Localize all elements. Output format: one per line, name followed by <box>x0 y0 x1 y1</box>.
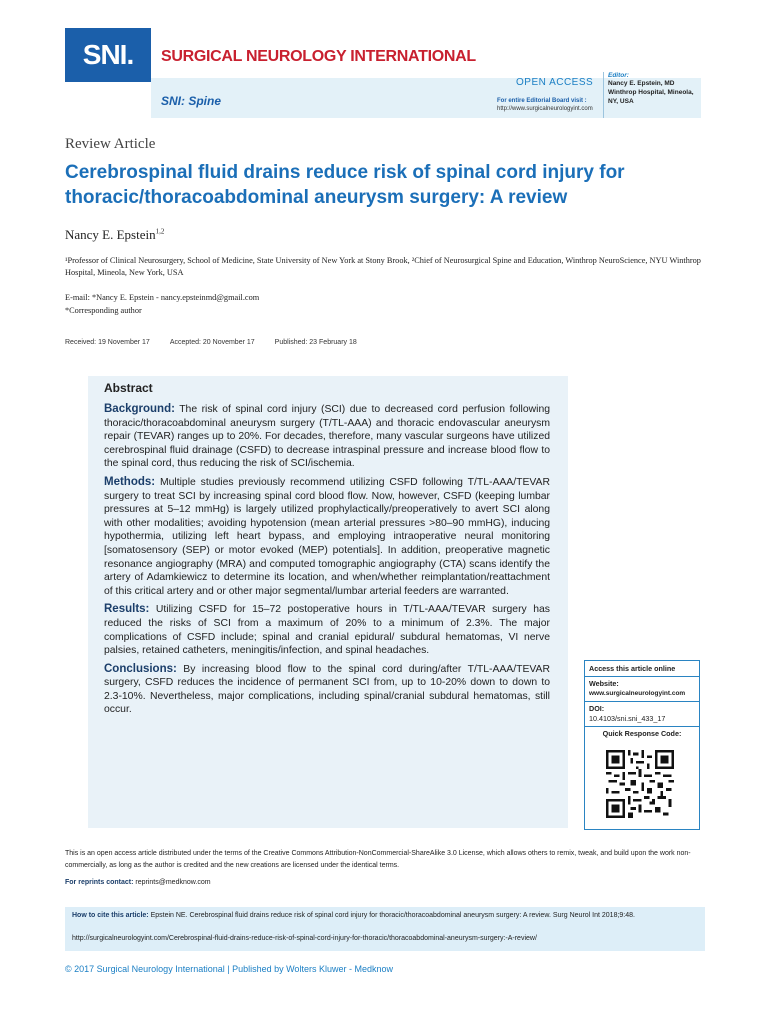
reprints-contact <box>65 879 211 886</box>
citation-link[interactable]: http://surgicalneurologyint.com/Cerebrospinal-fluid-drains-reduce-risk-of-spinal-cord-injury-for-thoracic/thoracoabdominal-aneurysm-surgery:-A-review/ <box>72 935 537 942</box>
open-access-label: OPEN ACCESS <box>516 77 594 88</box>
received-date: Received: 19 November 17 <box>65 339 150 346</box>
access-panel-title: Access this article online <box>585 661 699 677</box>
published-date: Published: 23 February 18 <box>274 339 357 346</box>
editorial-board-link[interactable]: http://www.surgicalneurologyint.com <box>497 106 593 112</box>
abstract-results: Results: Utilizing CSFD for 15–72 postoperative hours in T/TL-AAA/TEVAR surgery has reduced the risks of SCI from a maximum of 20% to a minimum of 2.3%. The major complications of CSFD include; spinal and cranial epidural/ subdural hematomas, VI nerve palsies, retained catheters, meningitis/infection, and spinal headaches. <box>104 603 550 657</box>
corresponding-note: *Corresponding author <box>65 306 142 315</box>
abstract-methods: Methods: Multiple studies previously recommend utilizing CSFD following T/TL-AAA/TEVAR surgery to treat SCI by increasing spinal cord blood flow. Now, however, CSFD (keeping lumbar pressures at 5–12 mmHg) is largely utilized prophylactically/preoperatively to avert SCI along with other modalities; avoiding hypotension (mean arterial pressures >80–90 mmHG), inducing hypothermia, utilizing left heart bypass, and employing intraoperative neural monitoring [somatosensory (SEP) or motor evoked (MEP) potentials]. In addition, preoperative magnetic resonance angiography (MRA) and computed tomographic angiography (CTA) scans identify the artery of Adamkiewicz to determine its location, and when/whether reimplantation/reattachment of this critical artery and or other major segmental/lumbar arterial feeders are warranted. <box>104 475 550 597</box>
accepted-date: Accepted: 20 November 17 <box>169 339 255 346</box>
doi-value[interactable]: 10.4103/sni.sni_433_17 <box>589 714 666 723</box>
editor-info <box>603 72 701 118</box>
author-email: E-mail: *Nancy E. Epstein - nancy.epsteinmd@gmail.com <box>65 293 260 302</box>
qr-label: Quick Response Code: <box>602 729 682 738</box>
doi-label: DOI: <box>589 704 605 713</box>
website-row <box>585 677 699 702</box>
reprints-email[interactable]: reprints@medknow.com <box>133 879 211 886</box>
citation-text: Epstein NE. Cerebrospinal fluid drains reduce risk of spinal cord injury for thoracic/thoracoabdominal aneurysm surgery: A review. Surg Neurol Int 2018;9:48. <box>148 912 635 919</box>
journal-logo: SNI. <box>65 28 151 82</box>
abstract-heading: Abstract <box>104 381 153 395</box>
qr-code-icon[interactable] <box>606 750 674 818</box>
editor-line: Nancy E. Epstein, MD <box>608 80 675 87</box>
article-type: Review Article <box>65 136 156 152</box>
reprints-label: For reprints contact: <box>65 879 134 886</box>
author-name: Nancy E. Epstein <box>65 227 156 242</box>
license-notice: This is an open access article distributed under the terms of the Creative Commons Attribution-NonCommercial-ShareAlike 3.0 License, which allows others to remix, tweak, and build upon the work non-commercially, as long as the author is credited and the new creations are licensed under the identical terms. <box>65 850 691 869</box>
website-link[interactable]: www.surgicalneurologyint.com <box>589 690 686 697</box>
abstract-background: Background: The risk of spinal cord injury (SCI) due to decreased cord perfusion following thoracic/thoracoabdominal aneurysm surgery (T/TL-AAA) and thoracic endovascular aneurysm repair (TEVAR) ranges up to 20%. For decades, therefore, many vascular surgeons have utilized cerebrospinal fluid drainage (CSFD) to decrease intraspinal pressure and increase blood flow to the spinal cord, thus reducing the risk of SCI/ischemia. <box>104 403 550 470</box>
editor-label: Editor: <box>608 72 629 79</box>
article-dates <box>65 339 357 346</box>
editorial-board-label: For entire Editorial Board visit : <box>497 98 587 104</box>
doi-row <box>585 702 699 727</box>
website-label: Website: <box>589 679 619 688</box>
section-name: SNI: Spine <box>161 94 222 108</box>
editor-line: Winthrop Hospital, Mineola, <box>608 89 694 96</box>
article-title: Cerebrospinal fluid drains reduce risk of spinal cord injury for thoracic/thoracoabdominal aneurysm surgery: A review <box>65 162 625 208</box>
citation-label: How to cite this article: <box>72 912 149 919</box>
affiliations: ¹Professor of Clinical Neurosurgery, School of Medicine, State University of New York at Stony Brook, ²Chief of Neurosurgical Spine and Education, Winthrop NeuroScience, NYU Winthrop Hospital, Mineola, New York, USA <box>65 256 701 277</box>
citation <box>72 910 702 922</box>
editor-line: NY, USA <box>608 98 634 105</box>
copyright-notice: © 2017 Surgical Neurology International | Published by Wolters Kluwer - Medknow <box>65 964 393 974</box>
abstract-body <box>104 403 550 722</box>
author-line <box>65 227 164 243</box>
author-affiliation-marks: 1,2 <box>155 227 165 236</box>
journal-name: SURGICAL NEUROLOGY INTERNATIONAL <box>161 48 476 65</box>
abstract-conclusions: Conclusions: By increasing blood flow to the spinal cord during/after T/TL-AAA/TEVAR surgery, CSFD reduces the incidence of permanent SCI from, up to 10-20% down to down to 2.3-10%. Nevertheless, major complications, including spinal/cranial subdural hematomas, still occur. <box>104 662 550 716</box>
